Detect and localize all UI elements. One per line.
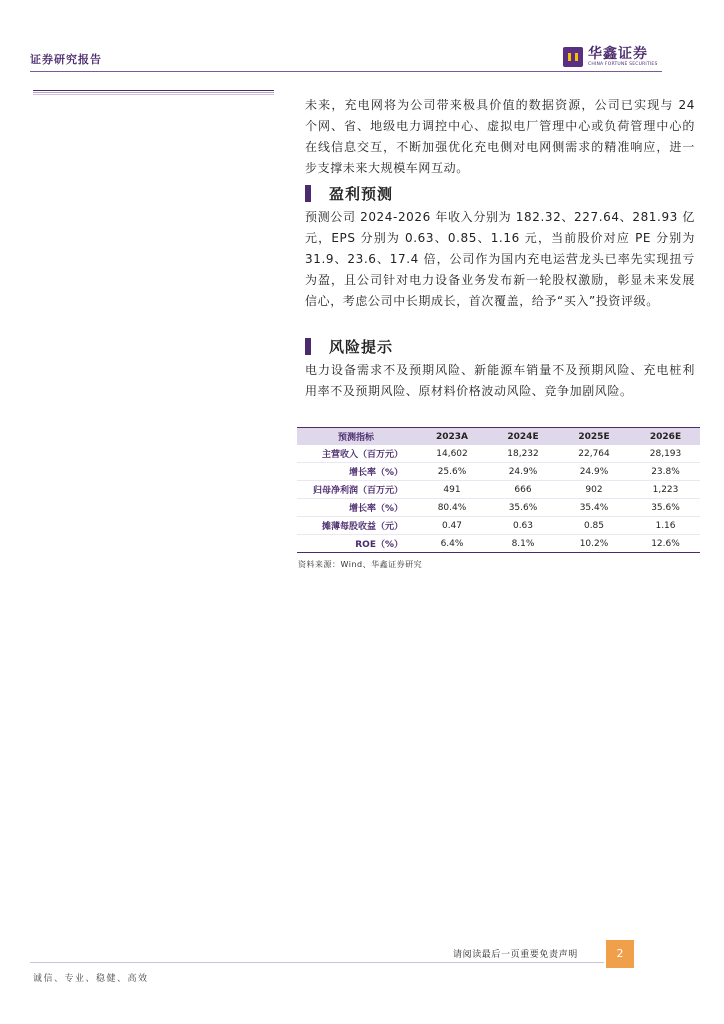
table-header: 2024E bbox=[489, 428, 557, 446]
table-row bbox=[297, 463, 700, 481]
intro-paragraph: 未来，充电网将为公司带来极具价值的数据资源，公司已实现与 24 个网、省、地级电力调控中心、虚拟电厂管理中心或负荷管理中心的在线信息交互，不断加强优化充电侧对电网侧需求的精准响应，进一步支撑未来大规模车网互动。 bbox=[305, 98, 695, 175]
sidebar-decoration bbox=[33, 90, 274, 96]
table-cell: 6.4% bbox=[415, 535, 489, 553]
forecast-paragraph: 预测公司 2024-2026 年收入分别为 182.32、227.64、281.93 亿元，EPS 分别为 0.63、0.85、1.16 元，当前股价对应 PE 分别为 31.9、23.6、17.4 倍，公司作为国内充电运营龙头已率先实现扭亏为盈，且公司针对电力设备业务发布新一轮股权激励，彰显未来发展信心，考虑公司中长期成长，首次覆盖，给予“买入”投资评级。 bbox=[305, 210, 695, 308]
table-cell: 902 bbox=[557, 481, 631, 499]
table-cell: 23.8% bbox=[631, 463, 700, 481]
section-bar-icon bbox=[305, 185, 311, 202]
table-cell: 35.4% bbox=[557, 499, 631, 517]
row-label: 主营收入（百万元） bbox=[297, 445, 415, 463]
table-cell: 491 bbox=[415, 481, 489, 499]
row-label: 归母净利润（百万元） bbox=[297, 481, 415, 499]
table-header: 预测指标 bbox=[297, 428, 415, 446]
forecast-text-block bbox=[305, 207, 695, 312]
header-divider bbox=[30, 71, 662, 72]
table-cell: 0.63 bbox=[489, 517, 557, 535]
table-row bbox=[297, 445, 700, 463]
footer-divider bbox=[30, 962, 604, 963]
row-label: 增长率（%） bbox=[297, 499, 415, 517]
table-cell: 25.6% bbox=[415, 463, 489, 481]
row-label: 增长率（%） bbox=[297, 463, 415, 481]
forecast-section bbox=[305, 183, 695, 203]
table-cell: 28,193 bbox=[631, 445, 700, 463]
section-bar-icon bbox=[305, 338, 311, 355]
risk-paragraph: 电力设备需求不及预期风险、新能源车销量不及预期风险、充电桩利用率不及预期风险、原材料价格波动风险、竞争加剧风险。 bbox=[305, 363, 695, 398]
table-cell: 22,764 bbox=[557, 445, 631, 463]
logo-name-en: CHINA FORTUNE SECURITIES bbox=[588, 62, 658, 67]
table-source-note: 资料来源：Wind、华鑫证券研究 bbox=[298, 560, 423, 569]
risk-title: 风险提示 bbox=[329, 337, 394, 356]
company-logo bbox=[563, 46, 658, 68]
table-cell: 0.85 bbox=[557, 517, 631, 535]
table-cell: 24.9% bbox=[557, 463, 631, 481]
table-cell: 8.1% bbox=[489, 535, 557, 553]
table-cell: 14,602 bbox=[415, 445, 489, 463]
table-cell: 666 bbox=[489, 481, 557, 499]
forecast-title: 盈利预测 bbox=[329, 184, 394, 203]
table-row bbox=[297, 517, 700, 535]
table-cell: 80.4% bbox=[415, 499, 489, 517]
logo-name-cn: 华鑫证券 bbox=[588, 46, 648, 62]
table-header: 2025E bbox=[557, 428, 631, 446]
table-cell: 0.47 bbox=[415, 517, 489, 535]
company-motto: 诚信、专业、稳健、高效 bbox=[33, 974, 149, 984]
intro-block bbox=[305, 95, 695, 179]
table-cell: 24.9% bbox=[489, 463, 557, 481]
table-header: 2026E bbox=[631, 428, 700, 446]
table-cell: 12.6% bbox=[631, 535, 700, 553]
table-row bbox=[297, 535, 700, 553]
row-label: ROE（%） bbox=[297, 535, 415, 553]
table-cell: 1.16 bbox=[631, 517, 700, 535]
report-type-label: 证券研究报告 bbox=[30, 53, 102, 66]
logo-mark-icon bbox=[563, 47, 583, 67]
risk-text-block bbox=[305, 360, 695, 402]
table-header: 2023A bbox=[415, 428, 489, 446]
table-header-row bbox=[297, 428, 700, 446]
table-cell: 1,223 bbox=[631, 481, 700, 499]
forecast-heading bbox=[305, 183, 695, 203]
table-cell: 10.2% bbox=[557, 535, 631, 553]
table-row bbox=[297, 499, 700, 517]
table-cell: 35.6% bbox=[489, 499, 557, 517]
disclaimer-note: 请阅读最后一页重要免责声明 bbox=[453, 950, 578, 960]
table-cell: 35.6% bbox=[631, 499, 700, 517]
risk-heading bbox=[305, 336, 695, 356]
table-row bbox=[297, 481, 700, 499]
forecast-table bbox=[297, 427, 700, 553]
table-cell: 18,232 bbox=[489, 445, 557, 463]
page-number: 2 bbox=[606, 940, 634, 968]
risk-section bbox=[305, 336, 695, 356]
row-label: 摊薄每股收益（元） bbox=[297, 517, 415, 535]
